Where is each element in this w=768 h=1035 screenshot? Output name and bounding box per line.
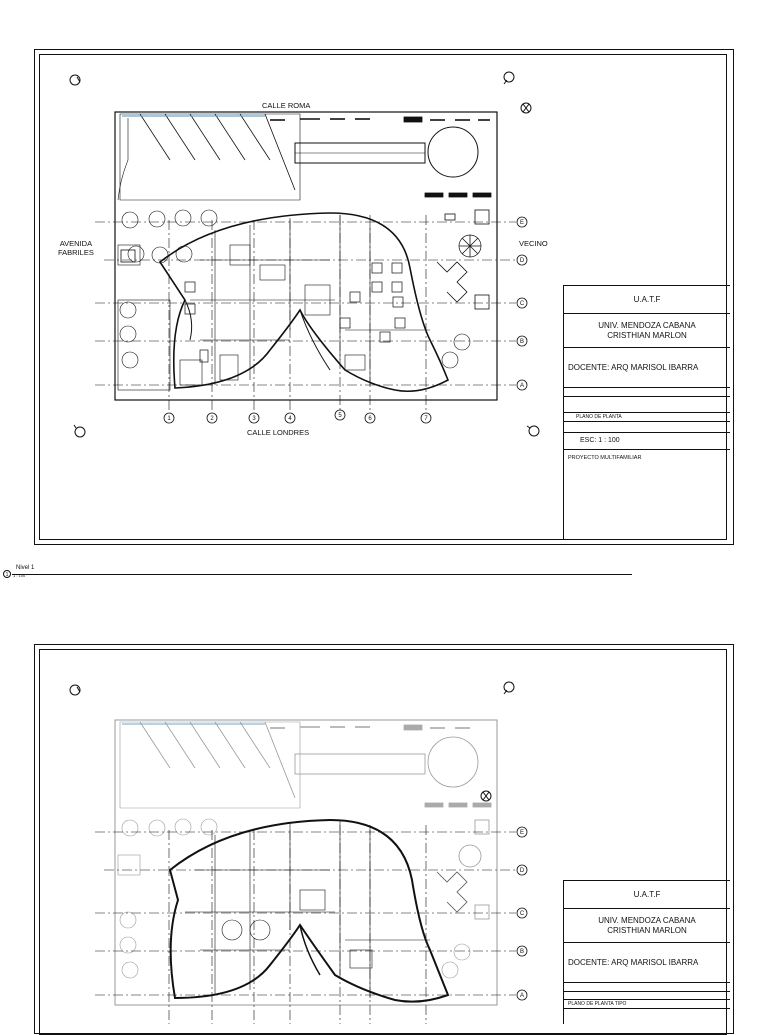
grid-col-label-6: 6 (368, 416, 372, 422)
title-block-1 (563, 285, 730, 540)
tb2-spacer-3 (564, 1008, 730, 1024)
tb2-spacer-2 (564, 991, 730, 999)
tb-plan-name: PLANO DE PLANTA (564, 412, 730, 421)
street-label-top: CALLE ROMA (262, 101, 311, 110)
grid-row-label-d-2: D (519, 868, 525, 874)
tb2-plan-name: PLANO DE PLANTA TIPO (564, 999, 730, 1008)
level-underline (12, 574, 632, 575)
grid-col-label-1: 1 (167, 416, 171, 422)
grid-col-label-3: 3 (252, 416, 256, 422)
tb-docente: DOCENTE: ARQ MARISOL IBARRA (564, 347, 730, 387)
tb2-docente: DOCENTE: ARQ MARISOL IBARRA (564, 942, 730, 982)
grid-row-label-a: A (519, 383, 525, 389)
tb2-spacer-1 (564, 982, 730, 991)
grid-row-label-b-2: B (519, 949, 525, 955)
title-block-2 (563, 880, 730, 1024)
tb2-author: UNIV. MENDOZA CABANA CRISTHIAN MARLON (564, 908, 730, 942)
grid-col-label-4: 4 (288, 416, 292, 422)
level-scale: 1 : 100 (13, 573, 26, 578)
grid-row-label-d: D (519, 258, 525, 264)
grid-row-label-c: C (519, 301, 525, 307)
tb-spacer-2 (564, 396, 730, 412)
grid-col-label-2: 2 (210, 416, 214, 422)
tb-project: PROYECTO MULTIFAMILIAR (564, 449, 730, 466)
grid-col-label-5: 5 (338, 413, 342, 419)
grid-row-label-a-2: A (519, 993, 525, 999)
tb-spacer-3 (564, 421, 730, 432)
grid-row-label-e: E (519, 220, 525, 226)
level-name: Nivel 1 (16, 565, 35, 571)
street-label-left: AVENIDA FABRILES (58, 239, 94, 257)
street-label-bottom: CALLE LONDRES (247, 428, 310, 437)
tb2-org: U.A.T.F (564, 880, 730, 908)
tb-scale: ESC: 1 : 100 (564, 432, 730, 449)
level-marker-circle: 1 (3, 570, 11, 578)
grid-row-label-b: B (519, 339, 525, 345)
grid-row-label-c-2: C (519, 911, 525, 917)
tb-spacer-1 (564, 387, 730, 396)
grid-row-label-e-2: E (519, 830, 525, 836)
tb-org: U.A.T.F (564, 285, 730, 313)
tb-author: UNIV. MENDOZA CABANA CRISTHIAN MARLON (564, 313, 730, 347)
site-boundary (115, 112, 497, 400)
grid-col-label-7: 7 (424, 416, 428, 422)
street-label-right: VECINO (519, 239, 548, 248)
